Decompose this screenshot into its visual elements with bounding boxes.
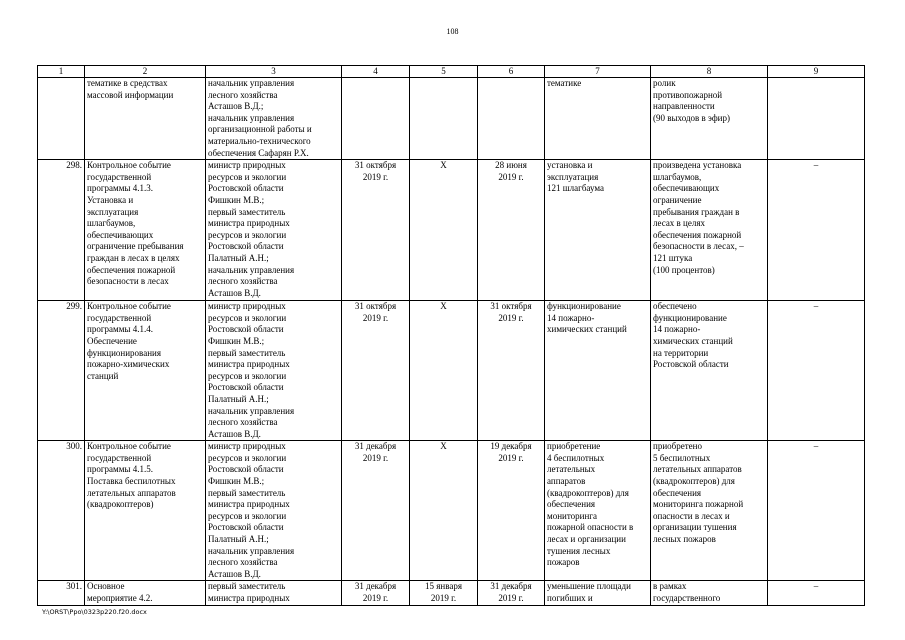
column-5-value: 15 января 2019 г. xyxy=(410,581,478,605)
responsible-person: министр природных ресурсов и экологии Ростовской области Фишкин М.В.; первый заместитель министра природных ресурсов и экологии Ростовской области Палатный А.Н.; начальник управления лесного хозяйства Асташов В.Д. xyxy=(206,160,342,301)
row-number: 298. xyxy=(38,160,85,301)
expected-result: установка и эксплуатация 121 шлагбаума xyxy=(545,160,651,301)
column-9-value: – xyxy=(768,581,865,605)
table-header-row xyxy=(38,66,865,78)
column-header: 1 xyxy=(38,66,85,78)
column-header: 4 xyxy=(342,66,410,78)
table-row xyxy=(38,78,865,160)
planned-date: 31 октября 2019 г. xyxy=(342,160,410,301)
responsible-person: министр природных ресурсов и экологии Ростовской области Фишкин М.В.; первый заместитель министра природных ресурсов и экологии Ростовской области Палатный А.Н.; начальник управления лесного хозяйства Асташов В.Д. xyxy=(206,441,342,581)
planned-date xyxy=(342,78,410,160)
actual-date: 31 декабря 2019 г. xyxy=(478,581,545,605)
responsible-person: министр природных ресурсов и экологии Ростовской области Фишкин М.В.; первый заместитель министра природных ресурсов и экологии Ростовской области Палатный А.Н.; начальник управления лесного хозяйства Асташов В.Д. xyxy=(206,301,342,441)
column-9-value: – xyxy=(768,441,865,581)
table-row xyxy=(38,581,865,605)
actual-date: 19 декабря 2019 г. xyxy=(478,441,545,581)
planned-date: 31 декабря 2019 г. xyxy=(342,581,410,605)
event-name: Контрольное событие государственной программы 4.1.4. Обеспечение функционирования пожарно-химических станций xyxy=(85,301,206,441)
file-path-footer: Y:\ORST\Ppo\0323p220.f20.docx xyxy=(42,608,147,616)
expected-result: функционирование 14 пожарно- химических станций xyxy=(545,301,651,441)
row-number: 300. xyxy=(38,441,85,581)
column-9-value: – xyxy=(768,301,865,441)
achieved-result: приобретено 5 беспилотных летательных аппаратов (квадрокоптеров) для обеспечения мониторинга пожарной опасности в лесах и организации тушения лесных пожаров xyxy=(651,441,768,581)
table-row xyxy=(38,301,865,441)
expected-result: уменьшение площади погибших и xyxy=(545,581,651,605)
responsible-person: начальник управления лесного хозяйства Асташов В.Д.; начальник управления организационной работы и материально-технического обеспечения Сафарян Р.Х. xyxy=(206,78,342,160)
planned-date: 31 октября 2019 г. xyxy=(342,301,410,441)
report-table xyxy=(37,65,865,606)
table-row xyxy=(38,160,865,301)
column-header: 9 xyxy=(768,66,865,78)
column-5-value: Х xyxy=(410,301,478,441)
column-header: 2 xyxy=(85,66,206,78)
actual-date: 28 июня 2019 г. xyxy=(478,160,545,301)
event-name: Основное мероприятие 4.2. xyxy=(85,581,206,605)
planned-date: 31 декабря 2019 г. xyxy=(342,441,410,581)
column-header: 8 xyxy=(651,66,768,78)
achieved-result: ролик противопожарной направленности (90 выходов в эфир) xyxy=(651,78,768,160)
event-name: Контрольное событие государственной программы 4.1.5. Поставка беспилотных летательных аппаратов (квадрокоптеров) xyxy=(85,441,206,581)
row-number: 299. xyxy=(38,301,85,441)
actual-date: 31 октября 2019 г. xyxy=(478,301,545,441)
column-5-value xyxy=(410,78,478,160)
row-number: 301. xyxy=(38,581,85,605)
expected-result: приобретение 4 беспилотных летательных аппаратов (квадрокоптеров) для обеспечения мониторинга пожарной опасности в лесах и организации тушения лесных пожаров xyxy=(545,441,651,581)
column-5-value: Х xyxy=(410,160,478,301)
column-header: 3 xyxy=(206,66,342,78)
achieved-result: произведена установка шлагбаумов, обеспечивающих ограничение пребывания граждан в лесах в целях обеспечения пожарной безопасности в лесах, – 121 штука (100 процентов) xyxy=(651,160,768,301)
achieved-result: обеспечено функционирование 14 пожарно- химических станций на территории Ростовской области xyxy=(651,301,768,441)
column-header: 6 xyxy=(478,66,545,78)
event-name: Контрольное событие государственной программы 4.1.3. Установка и эксплуатация шлагбаумов, обеспечивающих ограничение пребывания граждан в лесах в целях обеспечения пожарной безопасности в лесах xyxy=(85,160,206,301)
responsible-person: первый заместитель министра природных xyxy=(206,581,342,605)
column-9-value: – xyxy=(768,160,865,301)
achieved-result: в рамках государственного xyxy=(651,581,768,605)
column-header: 5 xyxy=(410,66,478,78)
column-5-value: Х xyxy=(410,441,478,581)
column-header: 7 xyxy=(545,66,651,78)
event-name: тематике в средствах массовой информации xyxy=(85,78,206,160)
column-9-value xyxy=(768,78,865,160)
actual-date xyxy=(478,78,545,160)
expected-result: тематике xyxy=(545,78,651,160)
page-number: 108 xyxy=(446,27,459,36)
row-number xyxy=(38,78,85,160)
table-row xyxy=(38,441,865,581)
